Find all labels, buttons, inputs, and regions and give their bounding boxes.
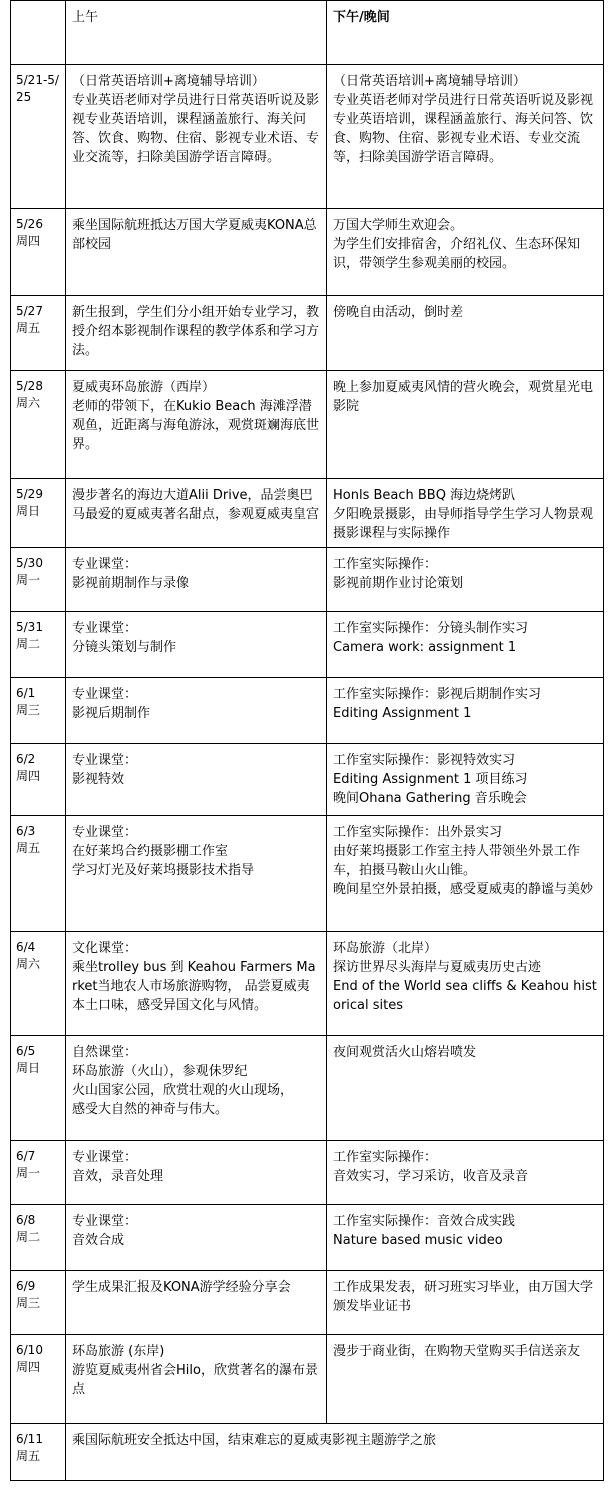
cell-text-line: 专业课堂： xyxy=(72,1150,138,1165)
am-cell xyxy=(66,296,327,371)
schedule-row xyxy=(11,678,604,744)
cell-text-line: 专业英语老师对学员进行日常英语听说及影视专业英语培训，课程涵盖旅行、海关问答、饮食、购物、住宿、影视专业术语、专业交流等，扫除美国游学语言障碍。 xyxy=(333,93,594,165)
schedule-row xyxy=(11,65,604,209)
cell-text-line: 6/10 xyxy=(16,1343,43,1357)
cell-text-line: 周四 xyxy=(16,234,41,248)
schedule-row xyxy=(11,1141,604,1205)
pm-cell xyxy=(327,744,604,816)
cell-text-line: 夏威夷环岛旅游（西岸） xyxy=(72,380,216,395)
cell-text-line: 学习灯光及好莱坞摄影技术指导 xyxy=(72,863,255,878)
date-cell xyxy=(11,1205,66,1271)
cell-text-line: 晚上参加夏威夷风情的营火晚会，观赏星光电影院 xyxy=(333,380,594,414)
cell-text-line: 专业课堂： xyxy=(72,621,138,636)
cell-text-line: 万国大学师生欢迎会。 xyxy=(333,218,464,233)
cell-text-line: 周日 xyxy=(16,1061,41,1075)
final-row-text-cell xyxy=(66,1424,604,1481)
pm-cell xyxy=(327,1141,604,1205)
cell-text-line: 5/26 xyxy=(16,217,43,231)
cell-text-line: 工作室实际操作：分镜头制作实习 xyxy=(333,621,529,636)
cell-text-line: 周一 xyxy=(16,1166,41,1180)
cell-text-line: 工作室实际操作：影视特效实习 xyxy=(333,753,516,768)
schedule-table xyxy=(10,0,604,1481)
cell-text-line: 晚间Ohana Gathering 音乐晚会 xyxy=(333,791,527,806)
cell-text-line: 周一 xyxy=(16,573,41,587)
am-cell xyxy=(66,1335,327,1424)
cell-text-line: 周二 xyxy=(16,637,41,651)
schedule-row xyxy=(11,209,604,296)
schedule-row xyxy=(11,296,604,371)
cell-text-line: 6/1 xyxy=(16,686,36,700)
cell-text-line: 5/21-5/ xyxy=(16,73,59,87)
cell-text-line: 新生报到，学生们分小组开始专业学习，教授介绍本影视制作课程的教学体系和学习方法。 xyxy=(72,305,320,358)
am-cell xyxy=(66,744,327,816)
pm-cell xyxy=(327,816,604,932)
date-cell xyxy=(11,1271,66,1335)
date-cell xyxy=(11,744,66,816)
am-cell xyxy=(66,548,327,612)
cell-text-line: 专业课堂： xyxy=(72,687,138,702)
cell-text-line: 音效合成 xyxy=(72,1233,125,1248)
cell-text-line: （日常英语培训+离境辅导培训） xyxy=(72,74,265,89)
cell-text-line: 周日 xyxy=(16,504,41,518)
cell-text-line: 乘坐trolley bus 到 Keahou Farmers Market当地农人市场旅游购物， 品尝夏威夷本土口味，感受异国文化与风情。 xyxy=(72,960,316,1013)
date-cell xyxy=(11,612,66,678)
final-row xyxy=(11,1424,604,1481)
date-cell xyxy=(11,479,66,548)
cell-text-line: 火山国家公园，欣赏壮观的火山现场， xyxy=(72,1083,294,1098)
cell-text-line: 5/31 xyxy=(16,620,43,634)
cell-text-line: 自然课堂： xyxy=(72,1045,138,1060)
cell-text-line: 夜间观赏活火山熔岩喷发 xyxy=(333,1045,477,1060)
date-cell xyxy=(11,548,66,612)
cell-text-line: 5/29 xyxy=(16,487,43,501)
cell-text-line: 6/9 xyxy=(16,1279,36,1293)
cell-text-line: 周五 xyxy=(16,841,41,855)
pm-cell xyxy=(327,479,604,548)
cell-text-line: Honls Beach BBQ 海边烧烤趴 xyxy=(333,488,516,503)
cell-text-line: （日常英语培训+离境辅导培训） xyxy=(333,74,526,89)
cell-text-line: 专业课堂： xyxy=(72,1214,138,1229)
schedule-row xyxy=(11,1271,604,1335)
cell-text-line: 学生成果汇报及KONA游学经验分享会 xyxy=(72,1280,291,1295)
cell-text-line: 乘坐国际航班抵达万国大学夏威夷KONA总部校园 xyxy=(72,218,317,252)
date-cell xyxy=(11,371,66,479)
cell-text-line: 25 xyxy=(16,90,32,104)
pm-cell xyxy=(327,1335,604,1424)
cell-text-line: 专业课堂： xyxy=(72,825,138,840)
pm-cell xyxy=(327,209,604,296)
cell-text-line: 影视特效 xyxy=(72,772,125,787)
date-cell xyxy=(11,65,66,209)
cell-text-line: 6/8 xyxy=(16,1213,36,1227)
cell-text-line: 漫步于商业街，在购物天堂购买手信送亲友 xyxy=(333,1344,581,1359)
cell-text-line: 影视后期制作 xyxy=(72,706,151,721)
cell-text-line: Editing Assignment 1 xyxy=(333,706,472,721)
cell-text-line: Nature based music video xyxy=(333,1233,503,1248)
header-pm-cell: 下午/晚间 xyxy=(327,1,604,65)
cell-text-line: 专业课堂： xyxy=(72,557,138,572)
cell-text-line: 音效实习，学习采访，收音及录音 xyxy=(333,1169,529,1184)
cell-text-line: 周五 xyxy=(16,321,41,335)
date-cell xyxy=(11,1141,66,1205)
cell-text-line: 6/4 xyxy=(16,940,36,954)
cell-text-line: 5/28 xyxy=(16,379,43,393)
cell-text-line: 6/3 xyxy=(16,824,36,838)
schedule-row xyxy=(11,371,604,479)
cell-text-line: Editing Assignment 1 项目练习 xyxy=(333,772,528,787)
cell-text-line: 影视前期作业讨论策划 xyxy=(333,576,464,591)
cell-text-line: Camera work: assignment 1 xyxy=(333,640,517,655)
cell-text-line: 感受大自然的神奇与伟大。 xyxy=(72,1102,229,1117)
cell-text-line: 环岛旅游（北岸） xyxy=(333,941,438,956)
pm-cell xyxy=(327,932,604,1036)
schedule-row xyxy=(11,1335,604,1424)
schedule-row xyxy=(11,479,604,548)
date-cell xyxy=(11,296,66,371)
schedule-row xyxy=(11,612,604,678)
cell-text-line: 周三 xyxy=(16,1296,41,1310)
schedule-row xyxy=(11,816,604,932)
am-cell xyxy=(66,678,327,744)
pm-cell xyxy=(327,371,604,479)
am-cell xyxy=(66,816,327,932)
cell-text-line: 周二 xyxy=(16,1230,41,1244)
cell-text-line: 为学生们安排宿舍，介绍礼仪、生态环保知识，带领学生参观美丽的校园。 xyxy=(333,237,581,271)
cell-text-line: 工作室实际操作： xyxy=(333,1150,438,1165)
schedule-row xyxy=(11,548,604,612)
cell-text-line: 6/2 xyxy=(16,752,36,766)
header-row xyxy=(11,1,604,65)
date-cell xyxy=(11,932,66,1036)
date-cell xyxy=(11,1335,66,1424)
cell-text-line: 环岛旅游（火山），参观佅罗纪 xyxy=(72,1064,248,1079)
cell-text-line: 周三 xyxy=(16,703,41,717)
cell-text-line: 分镜头策划与制作 xyxy=(72,640,177,655)
cell-text-line: 工作室实际操作：影视后期制作实习 xyxy=(333,687,542,702)
cell-text-line: 5/30 xyxy=(16,556,43,570)
am-cell xyxy=(66,932,327,1036)
cell-text-line: 在好莱坞合约摄影棚工作室 xyxy=(72,844,229,859)
date-cell xyxy=(11,1424,66,1481)
pm-cell xyxy=(327,296,604,371)
cell-text-line: 6/5 xyxy=(16,1044,36,1058)
am-cell xyxy=(66,1271,327,1335)
am-cell xyxy=(66,479,327,548)
cell-text-line: 工作成果发表，研习班实习毕业，由万国大学颁发毕业证书 xyxy=(333,1280,594,1314)
cell-text-line: 老师的带领下，在Kukio Beach 海滩浮潜观鱼，近距离与海龟游泳，观赏斑斓海底世界。 xyxy=(72,399,320,452)
pm-cell xyxy=(327,1205,604,1271)
date-cell xyxy=(11,209,66,296)
cell-text-line: 工作室实际操作：出外景实习 xyxy=(333,825,503,840)
cell-text-line: 漫步著名的海边大道Alii Drive，品尝奥巴马最爱的夏威夷著名甜点，参观夏威夷皇宫 xyxy=(72,488,320,522)
cell-text-line: 5/27 xyxy=(16,304,43,318)
am-cell xyxy=(66,209,327,296)
cell-text-line: 周五 xyxy=(16,1449,41,1463)
am-cell xyxy=(66,612,327,678)
schedule-row xyxy=(11,932,604,1036)
cell-text-line: End of the World sea cliffs & Keahou historical sites xyxy=(333,979,597,1013)
am-cell xyxy=(66,65,327,209)
pm-cell xyxy=(327,612,604,678)
schedule-row xyxy=(11,744,604,816)
cell-text-line: 影视前期制作与录像 xyxy=(72,576,190,591)
date-cell xyxy=(11,1036,66,1141)
cell-text-line: 音效，录音处理 xyxy=(72,1169,164,1184)
cell-text-line: 环岛旅游 (东岸) xyxy=(72,1344,165,1359)
cell-text-line: 游览夏威夷州省会Hilo，欣赏著名的瀑布景点 xyxy=(72,1363,318,1397)
cell-text-line: 专业课堂： xyxy=(72,753,138,768)
schedule-row xyxy=(11,1205,604,1271)
cell-text-line: 晚间星空外景拍摄，感受夏威夷的静谧与美妙 xyxy=(333,882,594,897)
header-am-cell: 上午 xyxy=(66,1,327,65)
pm-cell xyxy=(327,65,604,209)
cell-text-line: 周六 xyxy=(16,396,41,410)
cell-text-line: 夕阳晚景摄影，由导师指导学生学习人物景观摄影课程与实际操作 xyxy=(333,507,594,541)
date-cell xyxy=(11,678,66,744)
header-date-cell xyxy=(11,1,66,65)
date-cell xyxy=(11,816,66,932)
cell-text-line: 专业英语老师对学员进行日常英语听说及影视专业英语培训，课程涵盖旅行、海关问答、饮食、购物、住宿、影视专业术语、专业交流等，扫除美国游学语言障碍。 xyxy=(72,93,320,165)
cell-text-line: 探访世界尽头海岸与夏威夷历史古迹 xyxy=(333,960,542,975)
am-cell xyxy=(66,1141,327,1205)
pm-cell xyxy=(327,548,604,612)
pm-cell xyxy=(327,1271,604,1335)
cell-text-line: 由好莱坞摄影工作室主持人带领坐外景工作车，拍摄马鞍山火山锥。 xyxy=(333,844,581,878)
cell-text-line: 工作室实际操作：音效合成实践 xyxy=(333,1214,516,1229)
cell-text-line: 工作室实际操作： xyxy=(333,557,438,572)
cell-text-line: 文化课堂： xyxy=(72,941,138,956)
schedule-row xyxy=(11,1036,604,1141)
cell-text-line: 6/7 xyxy=(16,1149,36,1163)
cell-text-line: 周六 xyxy=(16,957,41,971)
cell-text-line: 6/11 xyxy=(16,1432,43,1446)
cell-text-line: 傍晚自由活动，倒时差 xyxy=(333,305,464,320)
pm-cell xyxy=(327,678,604,744)
cell-text-line: 周四 xyxy=(16,1360,41,1374)
am-cell xyxy=(66,1205,327,1271)
cell-text-line: 乘国际航班安全抵达中国，结束难忘的夏威夷影视主题游学之旅 xyxy=(72,1433,437,1448)
am-cell xyxy=(66,371,327,479)
pm-cell xyxy=(327,1036,604,1141)
cell-text-line: 周四 xyxy=(16,769,41,783)
am-cell xyxy=(66,1036,327,1141)
